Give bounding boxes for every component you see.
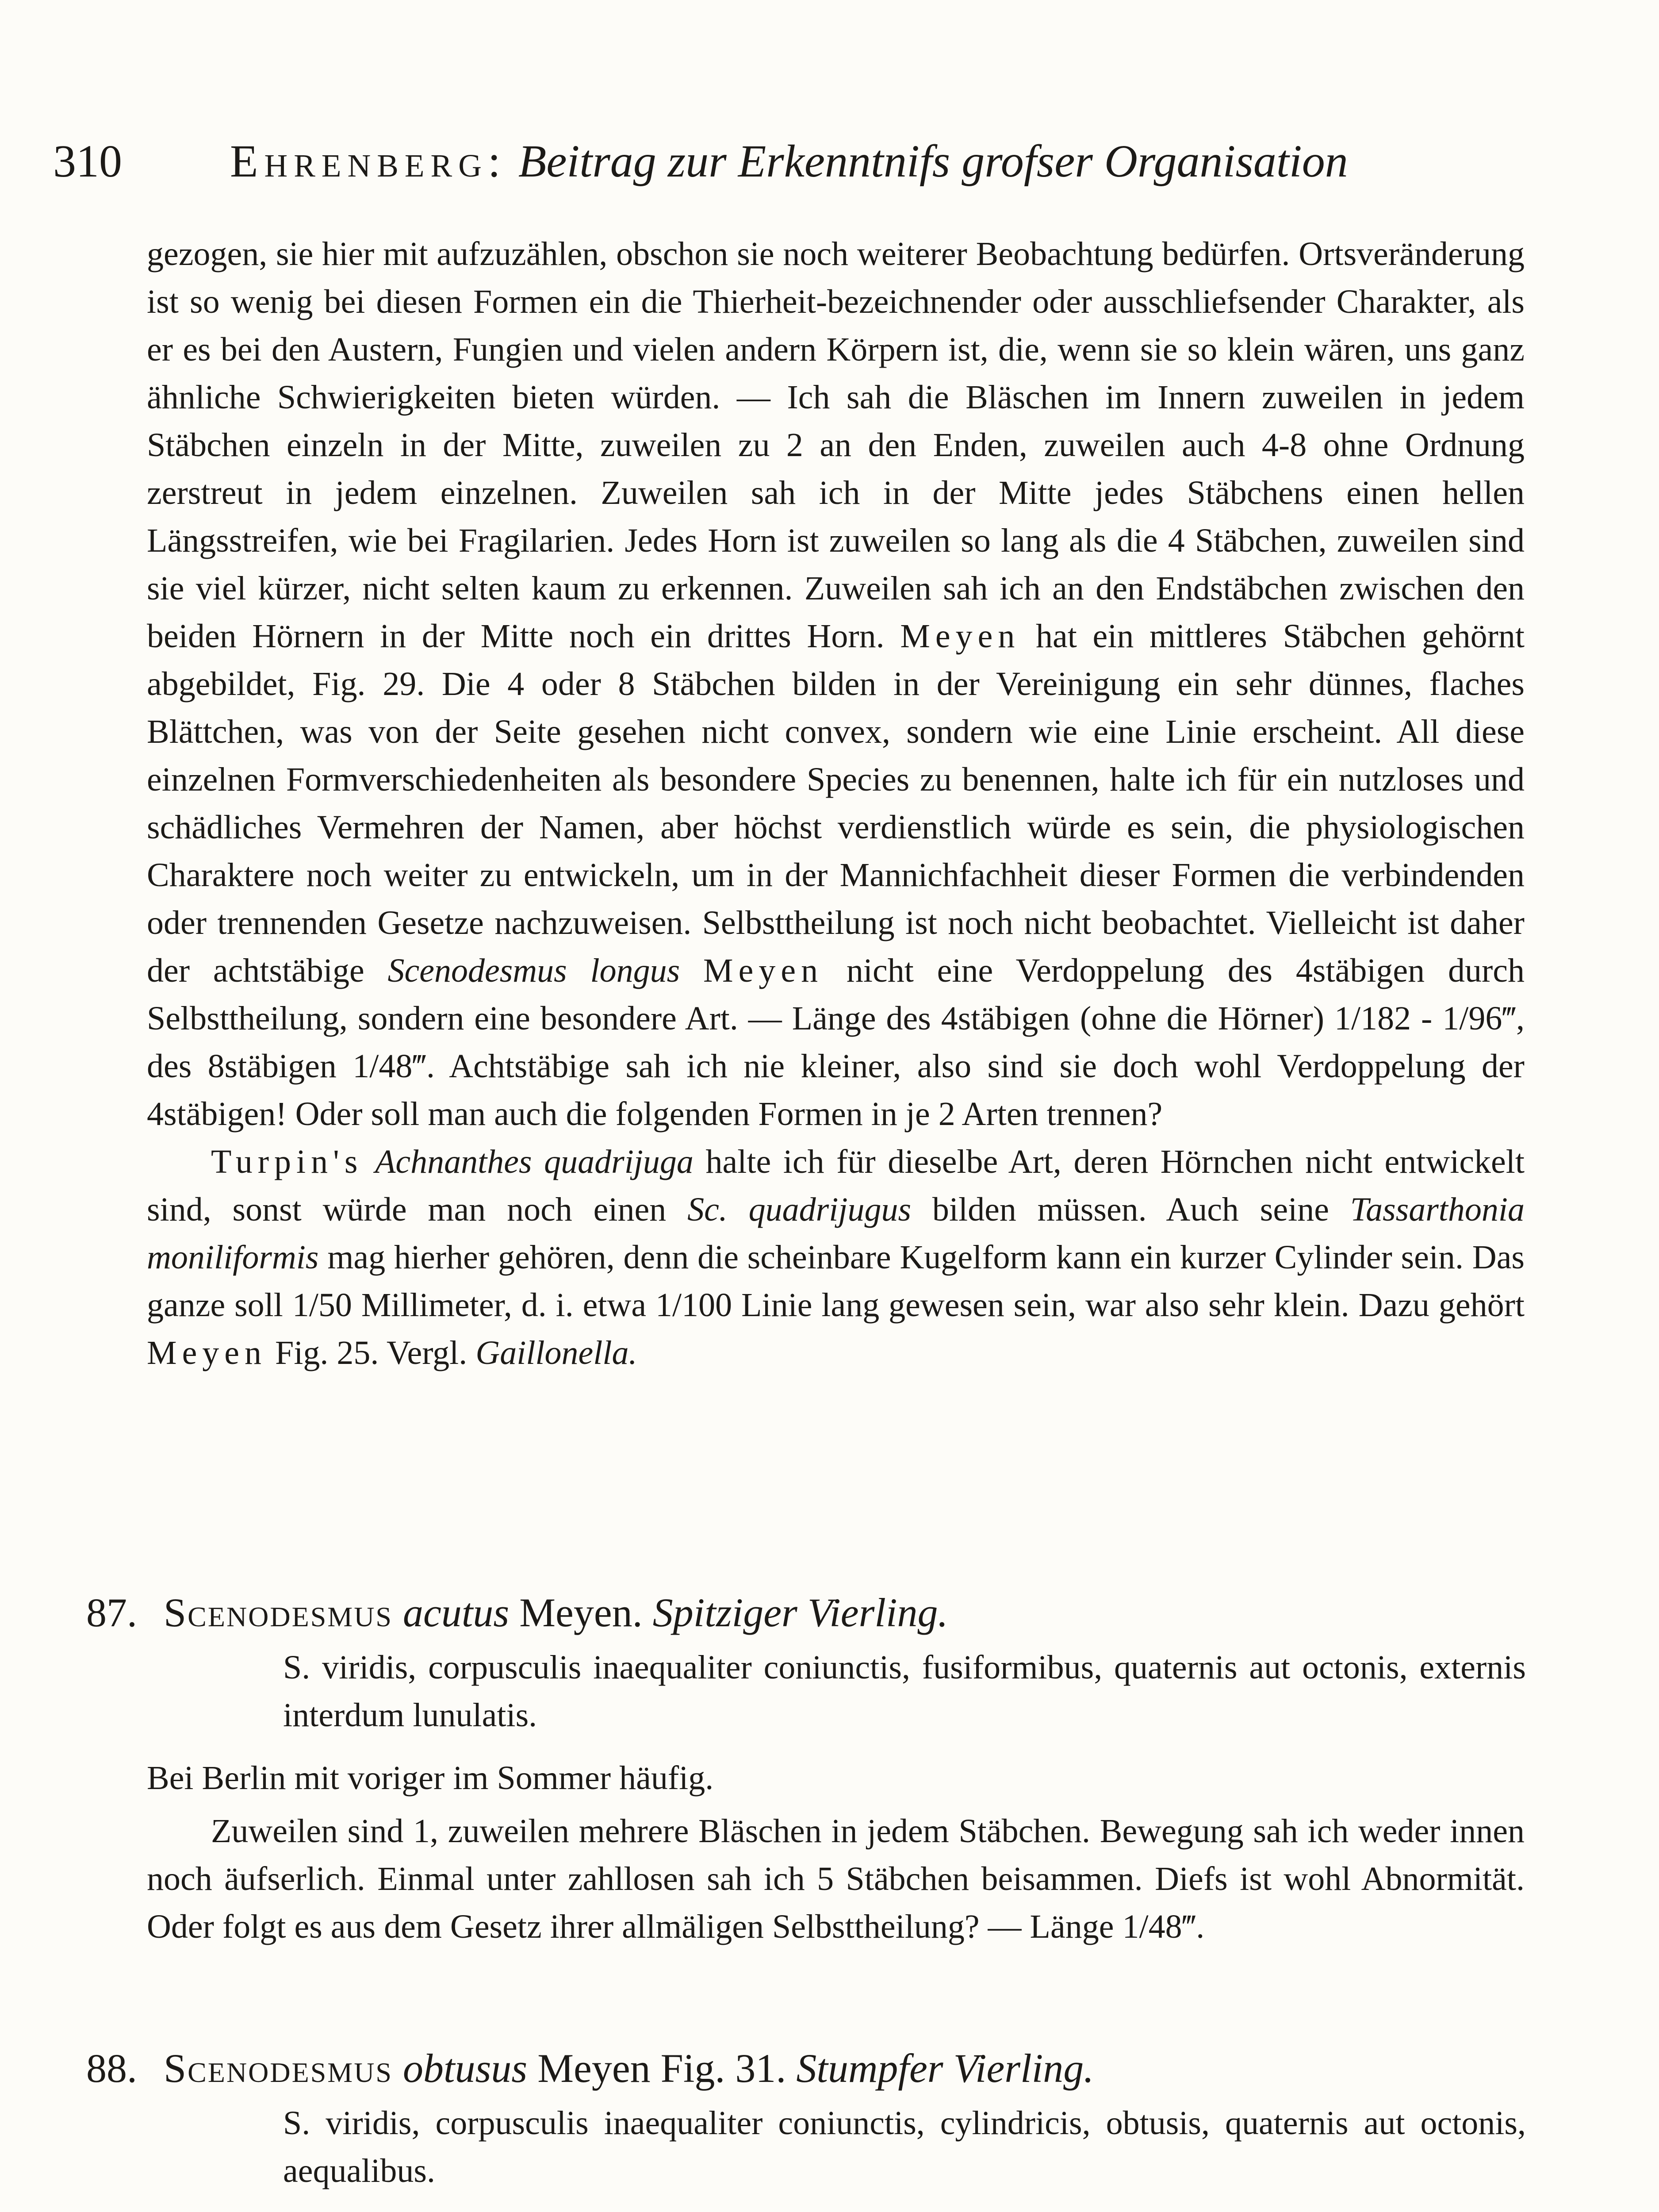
paragraph-2-text: mag hierher gehören, denn die scheinbare Kugelform kann ein kurzer Cylinder sein. Das ganze soll 1/50 Millimeter, d. i. etwa 1/100 Linie lang gewesen sein, war also sehr klein. Dazu gehört — [147, 1239, 1525, 1324]
entry-88-diagnosis — [283, 2099, 1526, 2195]
paragraph-2-text: bilden müssen. Auch seine — [932, 1191, 1329, 1228]
entry-authority: Meyen Fig. 31. — [537, 2046, 786, 2091]
entry-genus: Scenodesmus — [164, 2046, 393, 2091]
running-header-author: Ehrenberg: — [230, 136, 507, 187]
paragraph-1-text: gezogen, sie hier mit aufzuzählen, obschon sie noch weiterer Beobachtung bedürfen. Ortsveränderung ist so wenig bei diesen Formen ein die Thierheit-bezeichnender oder ausschliefsender Charakter, als er es bei den Austern, Fungien und vielen andern Körpern ist, die, wenn sie so klein wären, uns ganz ähnliche Schwierigkeiten bieten würden. — Ich sah die Bläschen im Innern zuweilen in jedem Stäbchen einzeln in der Mitte, zuweilen zu 2 an den Enden, zuweilen auch 4-8 ohne Ordnung zerstreut in jedem einzelnen. Zuweilen sah ich in der Mitte jedes Stäbchens einen hellen Längsstreifen, wie bei Fragilarien. Jedes Horn ist zuweilen so lang als die 4 Stäbchen, zuweilen sind sie viel kürzer, nicht selten kaum zu erkennen. Zuweilen sah ich an den Endstäbchen zwischen den beiden Hörnern in der Mitte noch ein drittes Horn. — [147, 235, 1525, 655]
author-name: Meyen — [703, 952, 824, 989]
entry-authority: Meyen. — [519, 1590, 643, 1635]
diagnosis-text: S. viridis, corpusculis inaequaliter coniunctis, fusiformibus, quaternis aut octonis, externis interdum lunulatis. — [283, 1649, 1526, 1734]
entry-common-name: Spitziger Vierling. — [652, 1590, 948, 1635]
entry-87-body — [147, 1754, 1525, 1956]
running-header-title: Beitrag zur Erkenntnifs grofser Organisation — [518, 136, 1348, 187]
author-name: Turpin's — [211, 1143, 363, 1180]
entry-87-notes: Zuweilen sind 1, zuweilen mehrere Bläschen in jedem Stäbchen. Bewegung sah ich weder innen noch äufserlich. Einmal unter zahllosen sah ich 5 Stäbchen beisammen. Diefs ist wohl Abnormität. Oder folgt es aus dem Gesetz ihrer allmäligen Selbsttheilung? — Länge 1/48‴. — [147, 1813, 1525, 1945]
entry-species: obtusus — [403, 2046, 528, 2091]
species-name: Achnanthes quadrijuga — [375, 1143, 693, 1180]
species-name: Tassarthonia moniliformis — [147, 1191, 1525, 1276]
paragraph-1 — [147, 230, 1525, 1138]
entry-species: acutus — [403, 1590, 510, 1635]
main-text — [147, 230, 1525, 1377]
entry-88-heading — [86, 2042, 1502, 2095]
entry-87-diagnosis — [283, 1644, 1526, 1739]
entry-87-heading — [86, 1586, 1502, 1639]
paragraph-1-continued: hat ein mittleres Stäbchen gehörnt abgebildet, Fig. 29. Die 4 oder 8 Stäbchen bilden in der Vereinigung ein sehr dünnes, flaches Blättchen, was von der Seite gesehen nicht convex, sondern wie eine Linie erscheint. All diese einzelnen Formverschiedenheiten als besondere Species zu benennen, halte ich für ein nutzloses und schädliches Vermehren der Namen, aber höchst verdienstlich würde es sein, die physiologischen Charaktere noch weiter zu entwickeln, um in der Mannichfachheit dieser Formen die verbindenden oder trennenden Gesetze nachzuweisen. Selbsttheilung ist noch nicht beobachtet. Vielleicht ist daher der achtstäbige — [147, 618, 1525, 989]
entry-87-locality: Bei Berlin mit voriger im Sommer häufig. — [147, 1759, 714, 1797]
entry-common-name: Stumpfer Vierling. — [796, 2046, 1094, 2091]
entry-genus: Scenodesmus — [164, 1590, 393, 1635]
author-name: Meyen — [147, 1334, 267, 1371]
paragraph-2 — [147, 1138, 1525, 1377]
entry-number: 88. — [86, 2046, 137, 2091]
genus-name: Gaillonella. — [475, 1334, 637, 1371]
species-name: Scenodesmus longus — [387, 952, 680, 989]
page-number: 310 — [53, 136, 122, 187]
paragraph-2-text: halte ich für dieselbe Art, deren Hörnchen nicht entwickelt sind, sonst würde man noch einen — [147, 1143, 1525, 1228]
paragraph-1-end: nicht eine Verdoppelung des 4stäbigen durch Selbsttheilung, sondern eine besondere Art. — Länge des 4stäbigen (ohne die Hörner) 1/182 - 1/96‴, des 8stäbigen 1/48‴. Achtstäbige sah ich nie kleiner, also sind sie doch wohl Verdoppelung der 4stäbigen! Oder soll man auch die folgenden Formen in je 2 Arten trennen? — [147, 952, 1525, 1133]
author-name: Meyen — [900, 618, 1020, 655]
running-header — [53, 133, 1380, 190]
entry-number: 87. — [86, 1590, 137, 1635]
paragraph-2-text: Fig. 25. Vergl. — [275, 1334, 467, 1371]
species-name: Sc. quadrijugus — [687, 1191, 912, 1228]
diagnosis-text: S. viridis, corpusculis inaequaliter coniunctis, cylindricis, obtusis, quaternis aut octonis, aequalibus. — [283, 2104, 1526, 2189]
